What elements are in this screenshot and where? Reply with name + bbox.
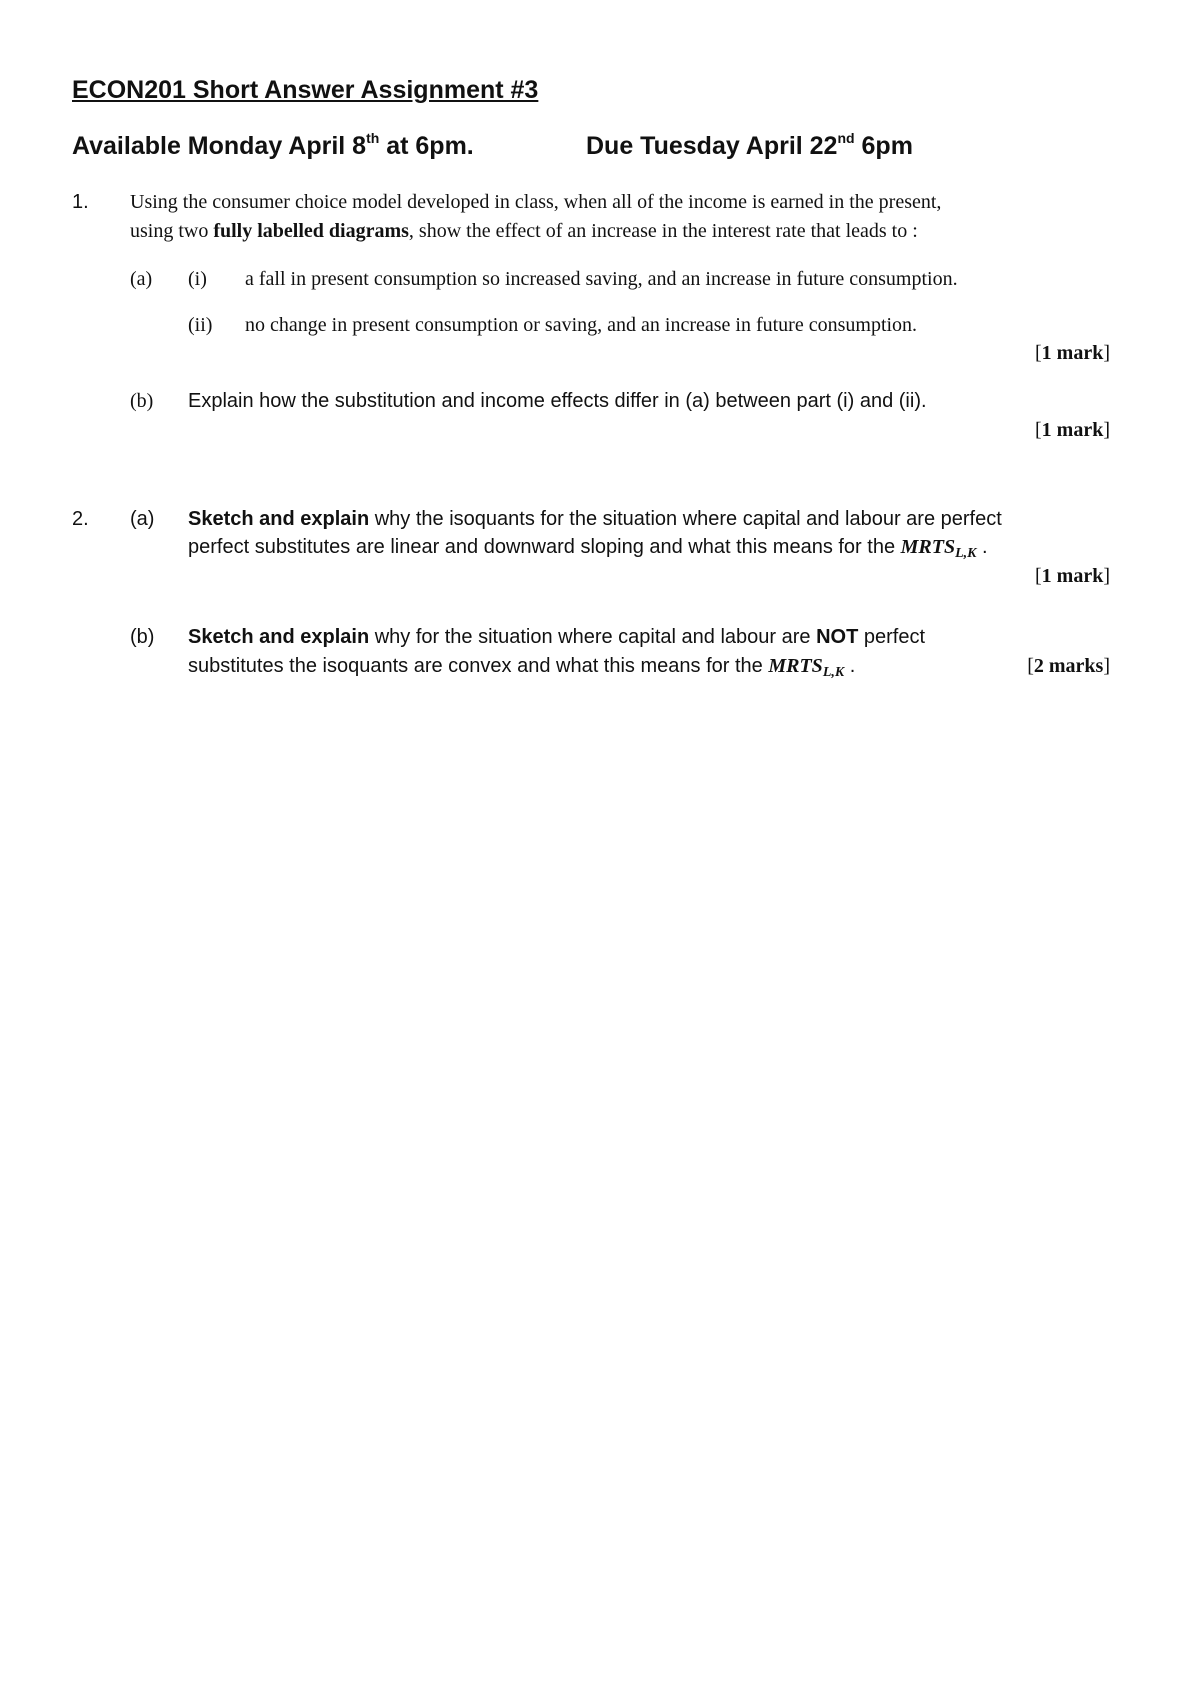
q1aii-text: no change in present consumption or saving, and an increase in future consumption. <box>245 314 918 336</box>
q2b-mark: [2 marks] <box>1027 655 1110 677</box>
q2b-label: (b) <box>130 626 155 648</box>
assignment-title: ECON201 Short Answer Assignment #3 <box>72 76 539 104</box>
mrts-symbol: $MRTS_{L,K}$ <box>768 655 845 680</box>
q2b-text-line1: Sketch and explain why for the situation where capital and labour are NOT perfect <box>188 626 926 648</box>
q1-text-line2: using two fully labelled diagrams, show the effect of an increase in the interest rate that leads to : <box>130 220 918 242</box>
q1-text-line1: Using the consumer choice model developed in class, when all of the income is earned in the present, <box>130 191 942 213</box>
q2a-text-line2: perfect substitutes are linear and downward sloping and what this means for the $MRTS_{L,K}$ . <box>188 536 988 561</box>
q1b-label: (b) <box>130 390 154 412</box>
mrts-symbol: $MRTS_{L,K}$ <box>900 536 977 561</box>
q2a-text-line1: Sketch and explain why the isoquants for the situation where capital and labour are perfect <box>188 508 1002 530</box>
q1-number: 1. <box>72 191 89 213</box>
q2a-mark: [1 mark] <box>1034 565 1110 587</box>
q1ai-label: (i) <box>188 268 207 290</box>
q1a-mark: [1 mark] <box>1034 342 1110 364</box>
q1aii-label: (ii) <box>188 314 213 336</box>
q1ai-text: a fall in present consumption so increased saving, and an increase in future consumption. <box>245 268 958 290</box>
q1a-label: (a) <box>130 268 153 290</box>
q2-number: 2. <box>72 508 89 530</box>
q2b-text-line2: substitutes the isoquants are convex and what this means for the $MRTS_{L,K}$ . <box>188 655 856 680</box>
q1b-text: Explain how the substitution and income effects differ in (a) between part (i) and (ii). <box>188 390 927 412</box>
q1b-mark: [1 mark] <box>1034 419 1110 441</box>
due-date: Due Tuesday April 22nd 6pm <box>586 130 913 160</box>
available-date: Available Monday April 8th at 6pm. <box>72 130 474 160</box>
q2a-label: (a) <box>130 508 155 530</box>
